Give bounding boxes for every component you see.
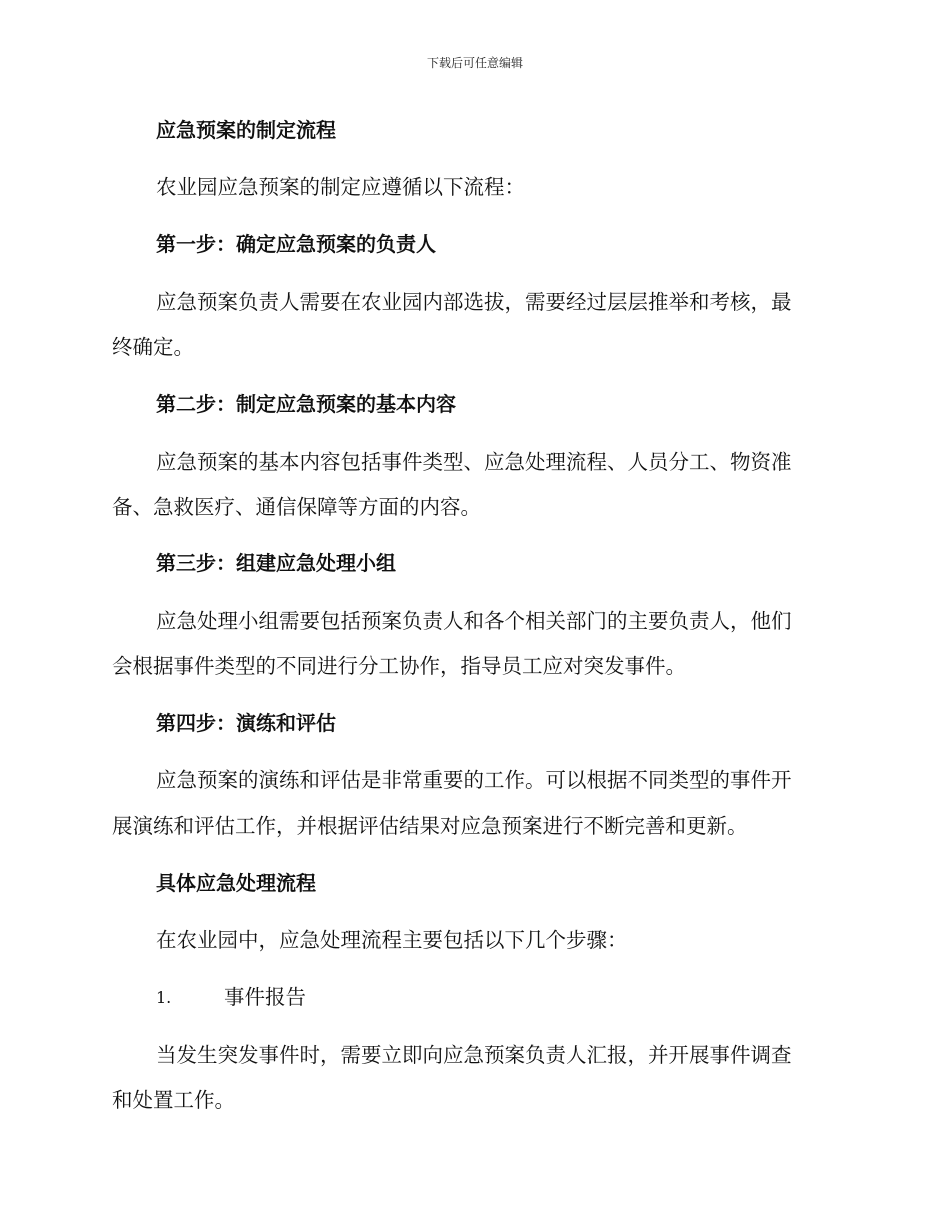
list-item-label: 事件报告 xyxy=(224,985,306,1009)
step1-text-line1: 应急预案负责人需要在农业园内部选拔，需要经过层层推举和考核，最 xyxy=(156,290,792,314)
step4-text-line1: 应急预案的演练和评估是非常重要的工作。可以根据不同类型的事件开 xyxy=(156,768,792,792)
step2-text-line1: 应急预案的基本内容包括事件类型、应急处理流程、人员分工、物资准 xyxy=(156,450,792,474)
step2-text-line2: 备、急救医疗、通信保障等方面的内容。 xyxy=(112,495,481,519)
list1-text-line2: 和处置工作。 xyxy=(112,1088,235,1112)
step3-text-line1: 应急处理小组需要包括预案负责人和各个相关部门的主要负责人，他们 xyxy=(156,609,792,633)
step4-text-line2: 展演练和评估工作，并根据评估结果对应急预案进行不断完善和更新。 xyxy=(112,814,748,838)
list1-text-line1: 当发生突发事件时，需要立即向应急预案负责人汇报，并开展事件调查 xyxy=(156,1043,792,1067)
page-header: 下载后可任意编辑 xyxy=(426,56,523,70)
list-item-number: 1. xyxy=(156,988,172,1007)
step1-text-line2: 终确定。 xyxy=(112,335,194,359)
section-heading-plan-process: 应急预案的制定流程 xyxy=(156,118,336,142)
step2-heading: 第二步：制定应急预案的基本内容 xyxy=(156,392,456,416)
step3-text-line2: 会根据事件类型的不同进行分工协作，指导员工应对突发事件。 xyxy=(112,654,686,678)
paragraph-intro: 农业园应急预案的制定应遵循以下流程： xyxy=(156,175,525,199)
step4-heading: 第四步：演练和评估 xyxy=(156,711,336,735)
step1-heading: 第一步：确定应急预案的负责人 xyxy=(156,232,436,256)
paragraph-specific-intro: 在农业园中，应急处理流程主要包括以下几个步骤： xyxy=(156,928,628,952)
section-heading-specific-process: 具体应急处理流程 xyxy=(156,871,316,895)
step3-heading: 第三步：组建应急处理小组 xyxy=(156,551,396,575)
